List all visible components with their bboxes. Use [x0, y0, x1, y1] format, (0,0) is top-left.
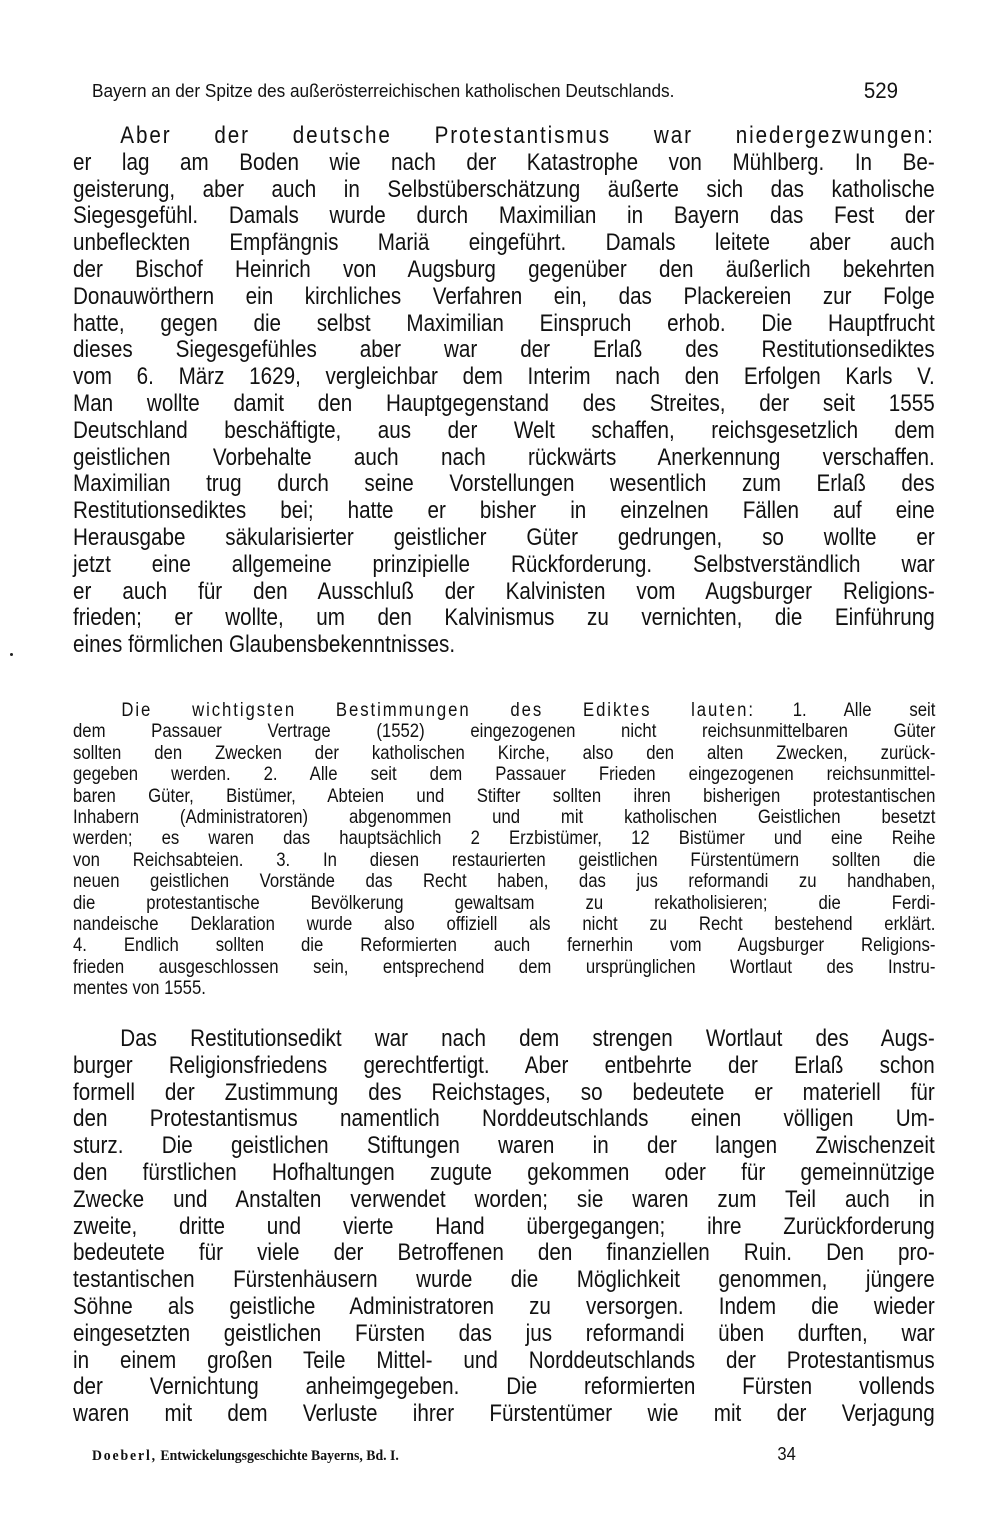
text-line: der Vernichtung anheimgegeben. Die reformierten Fürsten vollends: [73, 1373, 935, 1401]
text-line: dieses Siegesgefühles aber war der Erlaß des Restitutionsediktes: [73, 336, 935, 364]
text-line: frieden; er wollte, um den Kalvinismus zu vernichten, die Einführung: [73, 604, 935, 632]
text-line: werden; es waren das hauptsächlich 2 Erzbistümer, 12 Bistümer und eine Reihe: [73, 828, 936, 850]
text-line: Maximilian trug durch seine Vorstellungen wesentlich zum Erlaß des: [73, 470, 935, 498]
text-line: Deutschland beschäftigte, aus der Welt schaffen, reichsgesetzlich dem: [73, 416, 935, 444]
text-line: er lag am Boden wie nach der Katastrophe von Mühlberg. In Be-: [73, 148, 935, 176]
text-line: mentes von 1555.: [73, 978, 206, 1000]
text-line: geistlichen Vorbehalte auch nach rückwärts Anerkennung verschaffen.: [73, 443, 935, 471]
text-line: gegeben werden. 2. Alle seit dem Passauer Frieden eingezogenen reichsunmittel-: [73, 764, 936, 786]
text-line: von Reichsabteien. 3. In diesen restaurierten geistlichen Fürstentümern sollten die: [73, 849, 936, 871]
text-line: geisterung, aber auch in Selbstüberschätzung äußerte sich das katholische: [73, 175, 935, 203]
page-number: 529: [863, 78, 899, 103]
text-line: burger Religionsfriedens gerechtfertigt. Aber entbehrte der Erlaß schon: [73, 1051, 935, 1079]
text-line: zweite, dritte und vierte Hand übergegangen; ihre Zurückforderung: [73, 1212, 935, 1240]
margin-mark: [10, 653, 13, 656]
running-header: [92, 78, 899, 103]
footer-author: Doeberl,: [92, 1448, 157, 1464]
paragraph-1: [73, 123, 935, 659]
text-line: Siegesgefühl. Damals wurde durch Maximilian in Bayern das Fest der: [73, 202, 935, 230]
text-line: neuen geistlichen Vorstände das Recht haben, das jus reformandi zu handhaben,: [73, 871, 936, 893]
text-line: der Bischof Heinrich von Augsburg gegenüber den äußerlich bekehrten: [73, 255, 935, 283]
text-line: sollten den Zwecken der katholischen Kirche, also den alten Zwecken, zurück-: [73, 742, 936, 764]
note-lead-rest: 1. Alle seit: [754, 700, 936, 721]
text-line: Donauwörthern ein kirchliches Verfahren ein, das Plackereien zur Folge: [73, 282, 935, 310]
text-line: Inhabern (Administratoren) abgenommen und mit katholischen Geistlichen besetzt: [73, 806, 936, 828]
text-line: unbefleckten Empfängnis Mariä eingeführt. Damals leitete aber auch: [73, 229, 935, 257]
text-line: eines förmlichen Glaubensbekenntnisses.: [73, 631, 456, 659]
running-title: Bayern an der Spitze des außerösterreichischen katholischen Deutschlands.: [92, 80, 675, 101]
footer-work-title: Entwickelungsgeschichte Bayerns, Bd. I.: [156, 1448, 399, 1464]
text-line: waren mit dem Verluste ihrer Fürstentümer wie mit der Verjagung: [73, 1400, 935, 1428]
text-line: 4. Endlich sollten die Reformierten auch fernerhin vom Augsburger Religions-: [73, 935, 936, 957]
paragraph-2: [73, 1026, 935, 1428]
text-line: baren Güter, Bistümer, Abteien und Stifter sollten ihren bisherigen protestantischen: [73, 785, 936, 807]
text-line: Aber der deutsche Protestantismus war niedergezwungen:: [120, 122, 935, 149]
text-line: testantischen Fürstenhäusern wurde die Möglichkeit genommen, jüngere: [73, 1266, 935, 1294]
page-footer: [92, 1444, 828, 1465]
text-line: den Protestantismus namentlich Norddeutschlands einen völligen Um-: [73, 1105, 935, 1133]
text-line: Das Restitutionsedikt war nach dem strengen Wortlaut des Augs-: [120, 1025, 935, 1052]
text-line: sturz. Die geistlichen Stiftungen waren in der langen Zwischenzeit: [73, 1132, 935, 1160]
text-line: hatte, gegen die selbst Maximilian Einspruch erhob. Die Hauptfrucht: [73, 309, 935, 337]
signature-mark: 34: [777, 1444, 796, 1464]
text-line: den fürstlichen Hofhaltungen zugute gekommen oder für gemeinnützige: [73, 1158, 935, 1186]
text-line: jetzt eine allgemeine prinzipielle Rückforderung. Selbstverständlich war: [73, 550, 935, 578]
text-line: in einem großen Teile Mittel- und Norddeutschlands der Protestantismus: [73, 1346, 935, 1374]
text-line: die protestantische Bevölkerung gewaltsam zu rekatholisieren; die Ferdi-: [73, 892, 936, 914]
text-line: Zwecke und Anstalten verwendet worden; sie waren zum Teil auch in: [73, 1185, 935, 1213]
footnote-block: [73, 700, 935, 999]
text-line: Herausgabe säkularisierter geistlicher Güter gedrungen, so wollte er: [73, 523, 935, 551]
text-line: eingesetzten geistlichen Fürsten das jus reformandi üben durften, war: [73, 1319, 935, 1347]
note-lead: Die wichtigsten Bestimmungen des Ediktes lauten:: [121, 700, 755, 721]
text-line: Restitutionsediktes bei; hatte er bisher in einzelnen Fällen auf eine: [73, 497, 935, 525]
text-line: dem Passauer Vertrage (1552) eingezogenen nicht reichsunmittelbaren Güter: [73, 721, 936, 743]
text-line: vom 6. März 1629, vergleichbar dem Interim nach den Erfolgen Karls V.: [73, 363, 935, 391]
text-line: bedeutete für viele der Betroffenen den finanziellen Ruin. Den pro-: [73, 1239, 935, 1267]
text-line: formell der Zustimmung des Reichstages, so bedeutete er materiell für: [73, 1078, 935, 1106]
text-line: er auch für den Ausschluß der Kalvinisten vom Augsburger Religions-: [73, 577, 935, 605]
text-line: nandeische Deklaration wurde also offiziell als nicht zu Recht bestehend erklärt.: [73, 913, 936, 935]
text-line: Man wollte damit den Hauptgegenstand des Streites, der seit 1555: [73, 389, 935, 417]
text-line: frieden ausgeschlossen sein, entsprechend dem ursprünglichen Wortlaut des Instru-: [73, 956, 936, 978]
text-line: [73, 700, 935, 721]
text-line: Söhne als geistliche Administratoren zu versorgen. Indem die wieder: [73, 1292, 935, 1320]
